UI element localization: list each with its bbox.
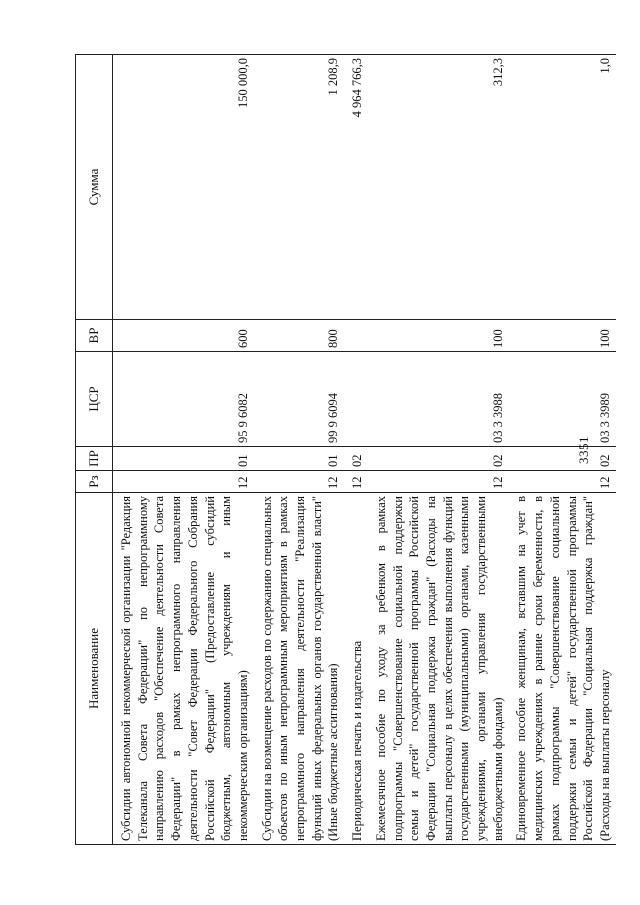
row-rz: 12: [508, 471, 615, 493]
row-sum: 1,0: [508, 55, 615, 320]
rotated-page: [75, 55, 612, 845]
row-rz: 12: [113, 471, 254, 493]
row-vr: 800: [254, 320, 345, 352]
row-pr: 02: [508, 447, 615, 471]
table-row: [508, 55, 615, 845]
row-csr: 95 9 6082: [113, 352, 254, 447]
row-pr: 02: [368, 447, 509, 471]
header-sum: Сумма: [76, 55, 113, 320]
row-rz: 12: [344, 471, 368, 493]
row-name: Периодическая печать и издательства: [344, 493, 368, 845]
row-name: Единовременное пособие женщинам, вставшим на учет в медицинских учреждениях в ранние сроки беременности, в рамках подпрограммы "Совершенствование социальной поддержки семьи и детей" государственной программы Российской Федерации "Социальная поддержка граждан" (Расходы на выплаты персоналу: [508, 493, 615, 845]
header-vr: ВР: [76, 320, 113, 352]
budget-table: [75, 54, 616, 845]
header-rz: Рз: [76, 471, 113, 493]
row-vr: 100: [368, 320, 509, 352]
table-row: [368, 55, 509, 845]
row-rz: 12: [254, 471, 345, 493]
row-pr: 02: [344, 447, 368, 471]
row-csr: [344, 352, 368, 447]
row-vr: 600: [113, 320, 254, 352]
row-csr: 03 3 3989: [508, 352, 615, 447]
table-header-row: [76, 55, 113, 845]
row-pr: 01: [254, 447, 345, 471]
row-sum: 1 208,9: [254, 55, 345, 320]
table-row: [344, 55, 368, 845]
row-sum: 4 964 766,3: [344, 55, 368, 320]
row-vr: [344, 320, 368, 352]
header-name: Наименование: [76, 493, 113, 845]
row-name: Субсидии автономной некоммерческой организации "Редакция Телеканала Совета Федерации" по непрограммному направлению расходов "Обеспечение деятельности Совета Федерации" в рамках непрограммного направления деятельности "Совет Федерации Федерального Собрания Российской Федерации" (Предоставление субсидий бюджетным, автономным учреждениям и иным некоммерческим организациям): [113, 493, 254, 845]
row-name: Ежемесячное пособие по уходу за ребенком в рамках подпрограммы "Совершенствование социальной поддержки семьи и детей" государственной программы Российской Федерации "Социальная поддержка граждан" (Расходы на выплаты персоналу в целях обеспечения выполнения функций государственными (муниципальными) органами, казенными учреждениями, органами управления государственными внебюджетными фондами): [368, 493, 509, 845]
row-pr: 01: [113, 447, 254, 471]
row-name: Субсидии на возмещение расходов по содержанию специальных объектов по иным непрограммным мероприятиям в рамках непрограммного направления деятельности "Реализация функций иных федеральных органов государственной власти" (Иные бюджетные ассигнования): [254, 493, 345, 845]
table-row: [113, 55, 254, 845]
header-pr: ПР: [76, 447, 113, 471]
page-number: 3351: [576, 436, 591, 464]
table-row: [254, 55, 345, 845]
header-csr: ЦСР: [76, 352, 113, 447]
row-csr: 03 3 3988: [368, 352, 509, 447]
row-csr: 99 9 6094: [254, 352, 345, 447]
row-sum: 150 000,0: [113, 55, 254, 320]
row-vr: 100: [508, 320, 615, 352]
row-rz: 12: [368, 471, 509, 493]
row-sum: 312,3: [368, 55, 509, 320]
